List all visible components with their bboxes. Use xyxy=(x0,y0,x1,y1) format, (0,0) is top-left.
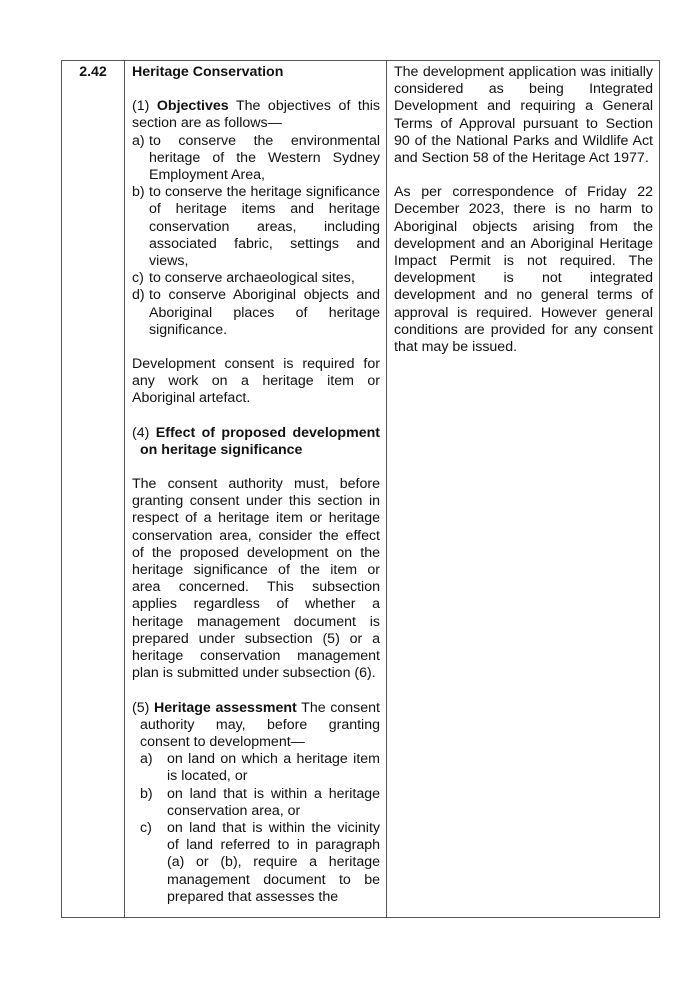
effect-text: The consent authority must, before granting consent under this section in respect of a heritage item or heritage conservation area, consider the effect of the proposed development on the heritage significance of the item or area concerned. This subsection applies regardless of whether a heritage management document is prepared under subsection (5) or a heritage conservation management plan is submitted under subsection (6). xyxy=(132,476,380,682)
effect-title: Effect of proposed development on heritage significance xyxy=(140,424,380,458)
list-text: on land on which a heritage item is located, or xyxy=(167,751,380,785)
list-text: to conserve Aboriginal objects and Aboriginal places of heritage significance. xyxy=(149,287,380,338)
list-text: on land that is within a heritage conservation area, or xyxy=(167,785,380,819)
list-text: to conserve the environmental heritage of the Western Sydney Employment Area, xyxy=(149,132,380,184)
comment-paragraph-1: The development application was initially considered as being Integrated Development and requiring a General Terms of Approval pursuant to Section 90 of the National Parks and Wildlife Act and Section 58 of the Heritage Act 1977. xyxy=(394,64,653,167)
assessment-intro xyxy=(132,700,380,752)
objectives-prefix: (1) xyxy=(132,98,157,115)
assessment-prefix: (5) xyxy=(132,699,155,716)
compliance-table xyxy=(61,60,660,918)
clause-heading: Heritage Conservation xyxy=(132,64,284,80)
comment-paragraph-2: As per correspondence of Friday 22 December 2023, there is no harm to Aboriginal objects arising from the development and an Aboriginal Heritage Impact Permit is not required. The development is not integrated development and no general terms of approval is required. However general conditions are provided for any consent that may be issued. xyxy=(394,184,653,356)
comment-cell xyxy=(387,61,659,917)
list-item xyxy=(132,786,380,820)
objectives-title: Objectives xyxy=(156,98,229,115)
list-item xyxy=(132,184,380,270)
list-marker: a) xyxy=(140,751,153,768)
list-marker: c) xyxy=(140,819,152,836)
list-text: to conserve the heritage significance of heritage items and heritage conservation areas, including associated fabric, settings and views, xyxy=(149,184,380,270)
list-marker: b) xyxy=(140,785,153,802)
list-item xyxy=(132,820,380,906)
objectives-intro-text: The objectives of this section are as follows— xyxy=(132,98,381,132)
assessment-intro-text: The consent authority may, before granting consent to development— xyxy=(140,699,380,750)
clause-number: 2.42 xyxy=(79,64,107,80)
list-text: on land that is within the vicinity of land referred to in paragraph (a) or (b), require a heritage management document to be prepared that assesses the xyxy=(167,819,380,905)
list-item xyxy=(132,287,380,339)
list-item xyxy=(132,270,380,287)
list-marker: b) xyxy=(132,184,145,201)
list-text: to conserve archaeological sites, xyxy=(149,270,355,287)
effect-heading xyxy=(132,425,380,459)
consent-required-text: Development consent is required for any work on a heritage item or Aboriginal artefact. xyxy=(132,356,380,407)
list-marker: d) xyxy=(132,287,145,304)
clause-number-cell xyxy=(62,61,125,917)
list-marker: a) xyxy=(132,132,145,149)
clause-text-cell xyxy=(125,61,387,917)
list-item xyxy=(132,133,380,185)
list-marker: c) xyxy=(132,270,144,287)
list-item xyxy=(132,751,380,785)
assessment-title: Heritage assessment xyxy=(154,699,297,716)
effect-prefix: (4) xyxy=(132,424,156,441)
objectives-intro xyxy=(132,98,380,132)
